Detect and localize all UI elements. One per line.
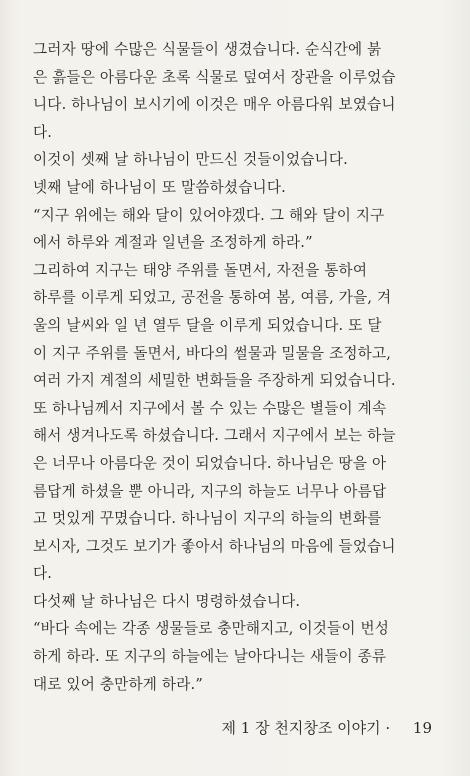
text-line: 보시자, 그것도 보기가 좋아서 하나님의 마음에 들었습니 xyxy=(33,537,396,555)
page-number: 19 xyxy=(412,719,432,737)
text-line: 름답게 하셨을 뿐 아니라, 지구의 하늘도 너무나 아름답 xyxy=(33,482,387,500)
page-footer xyxy=(222,717,432,738)
text-line: 니다. 하나님이 보시기에 이것은 매우 아름다워 보였습니 xyxy=(33,96,396,114)
text-line: 그러자 땅에 수많은 식물들이 생겼습니다. 순식간에 붉 xyxy=(33,41,382,58)
text-line: “바다 속에는 각종 생물들로 충만해지고, 이것들이 번성 xyxy=(33,620,390,638)
text-line: 은 너무나 아름다운 것이 되었습니다. 하나님은 땅을 아 xyxy=(33,454,387,472)
chapter-running-title: 제 1 장 천지창조 이야기 · xyxy=(221,719,391,737)
text-line: 고 멋있게 꾸몄습니다. 하나님이 지구의 하늘의 변화를 xyxy=(33,510,382,528)
text-line: 이것이 셋째 날 하나님이 만드신 것들이었습니다. xyxy=(33,151,348,169)
text-line: 또 하나님께서 지구에서 볼 수 있는 수많은 별들이 계속 xyxy=(33,399,387,417)
text-line: 그리하여 지구는 태양 주위를 돌면서, 자전을 통하여 xyxy=(33,261,368,279)
page-body-text xyxy=(33,36,443,698)
text-line: “지구 위에는 해와 달이 있어야겠다. 그 해와 달이 지구 xyxy=(33,206,385,224)
text-line: 하게 하라. 또 지구의 하늘에는 날아다니는 새들이 종류 xyxy=(33,648,387,666)
text-line: 은 흙들은 아름다운 초록 식물로 덮여서 장관을 이루었습 xyxy=(33,68,396,86)
text-line: 여러 가지 계절의 세밀한 변화들을 주장하게 되었습니다. xyxy=(33,372,396,390)
text-line: 다섯째 날 하나님은 다시 명령하셨습니다. xyxy=(33,592,301,610)
text-line: 하루를 이루게 되었고, 공전을 통하여 봄, 여름, 가을, 겨 xyxy=(33,289,392,307)
text-line: 다. xyxy=(33,123,53,141)
text-line: 해서 생겨나도록 하셨습니다. 그래서 지구에서 보는 하늘 xyxy=(33,427,396,445)
text-line: 울의 날씨와 일 년 열두 달을 이루게 되었습니다. 또 달 xyxy=(33,316,382,334)
text-line: 대로 있어 충만하게 하라.” xyxy=(33,675,203,693)
text-line: 넷째 날에 하나님이 또 말씀하셨습니다. xyxy=(33,178,286,196)
text-line: 에서 하루와 계절과 일년을 조정하게 하라.” xyxy=(33,234,313,252)
text-line: 다. xyxy=(33,565,53,583)
text-line: 이 지구 주위를 돌면서, 바다의 썰물과 밀물을 조정하고, xyxy=(33,344,392,362)
